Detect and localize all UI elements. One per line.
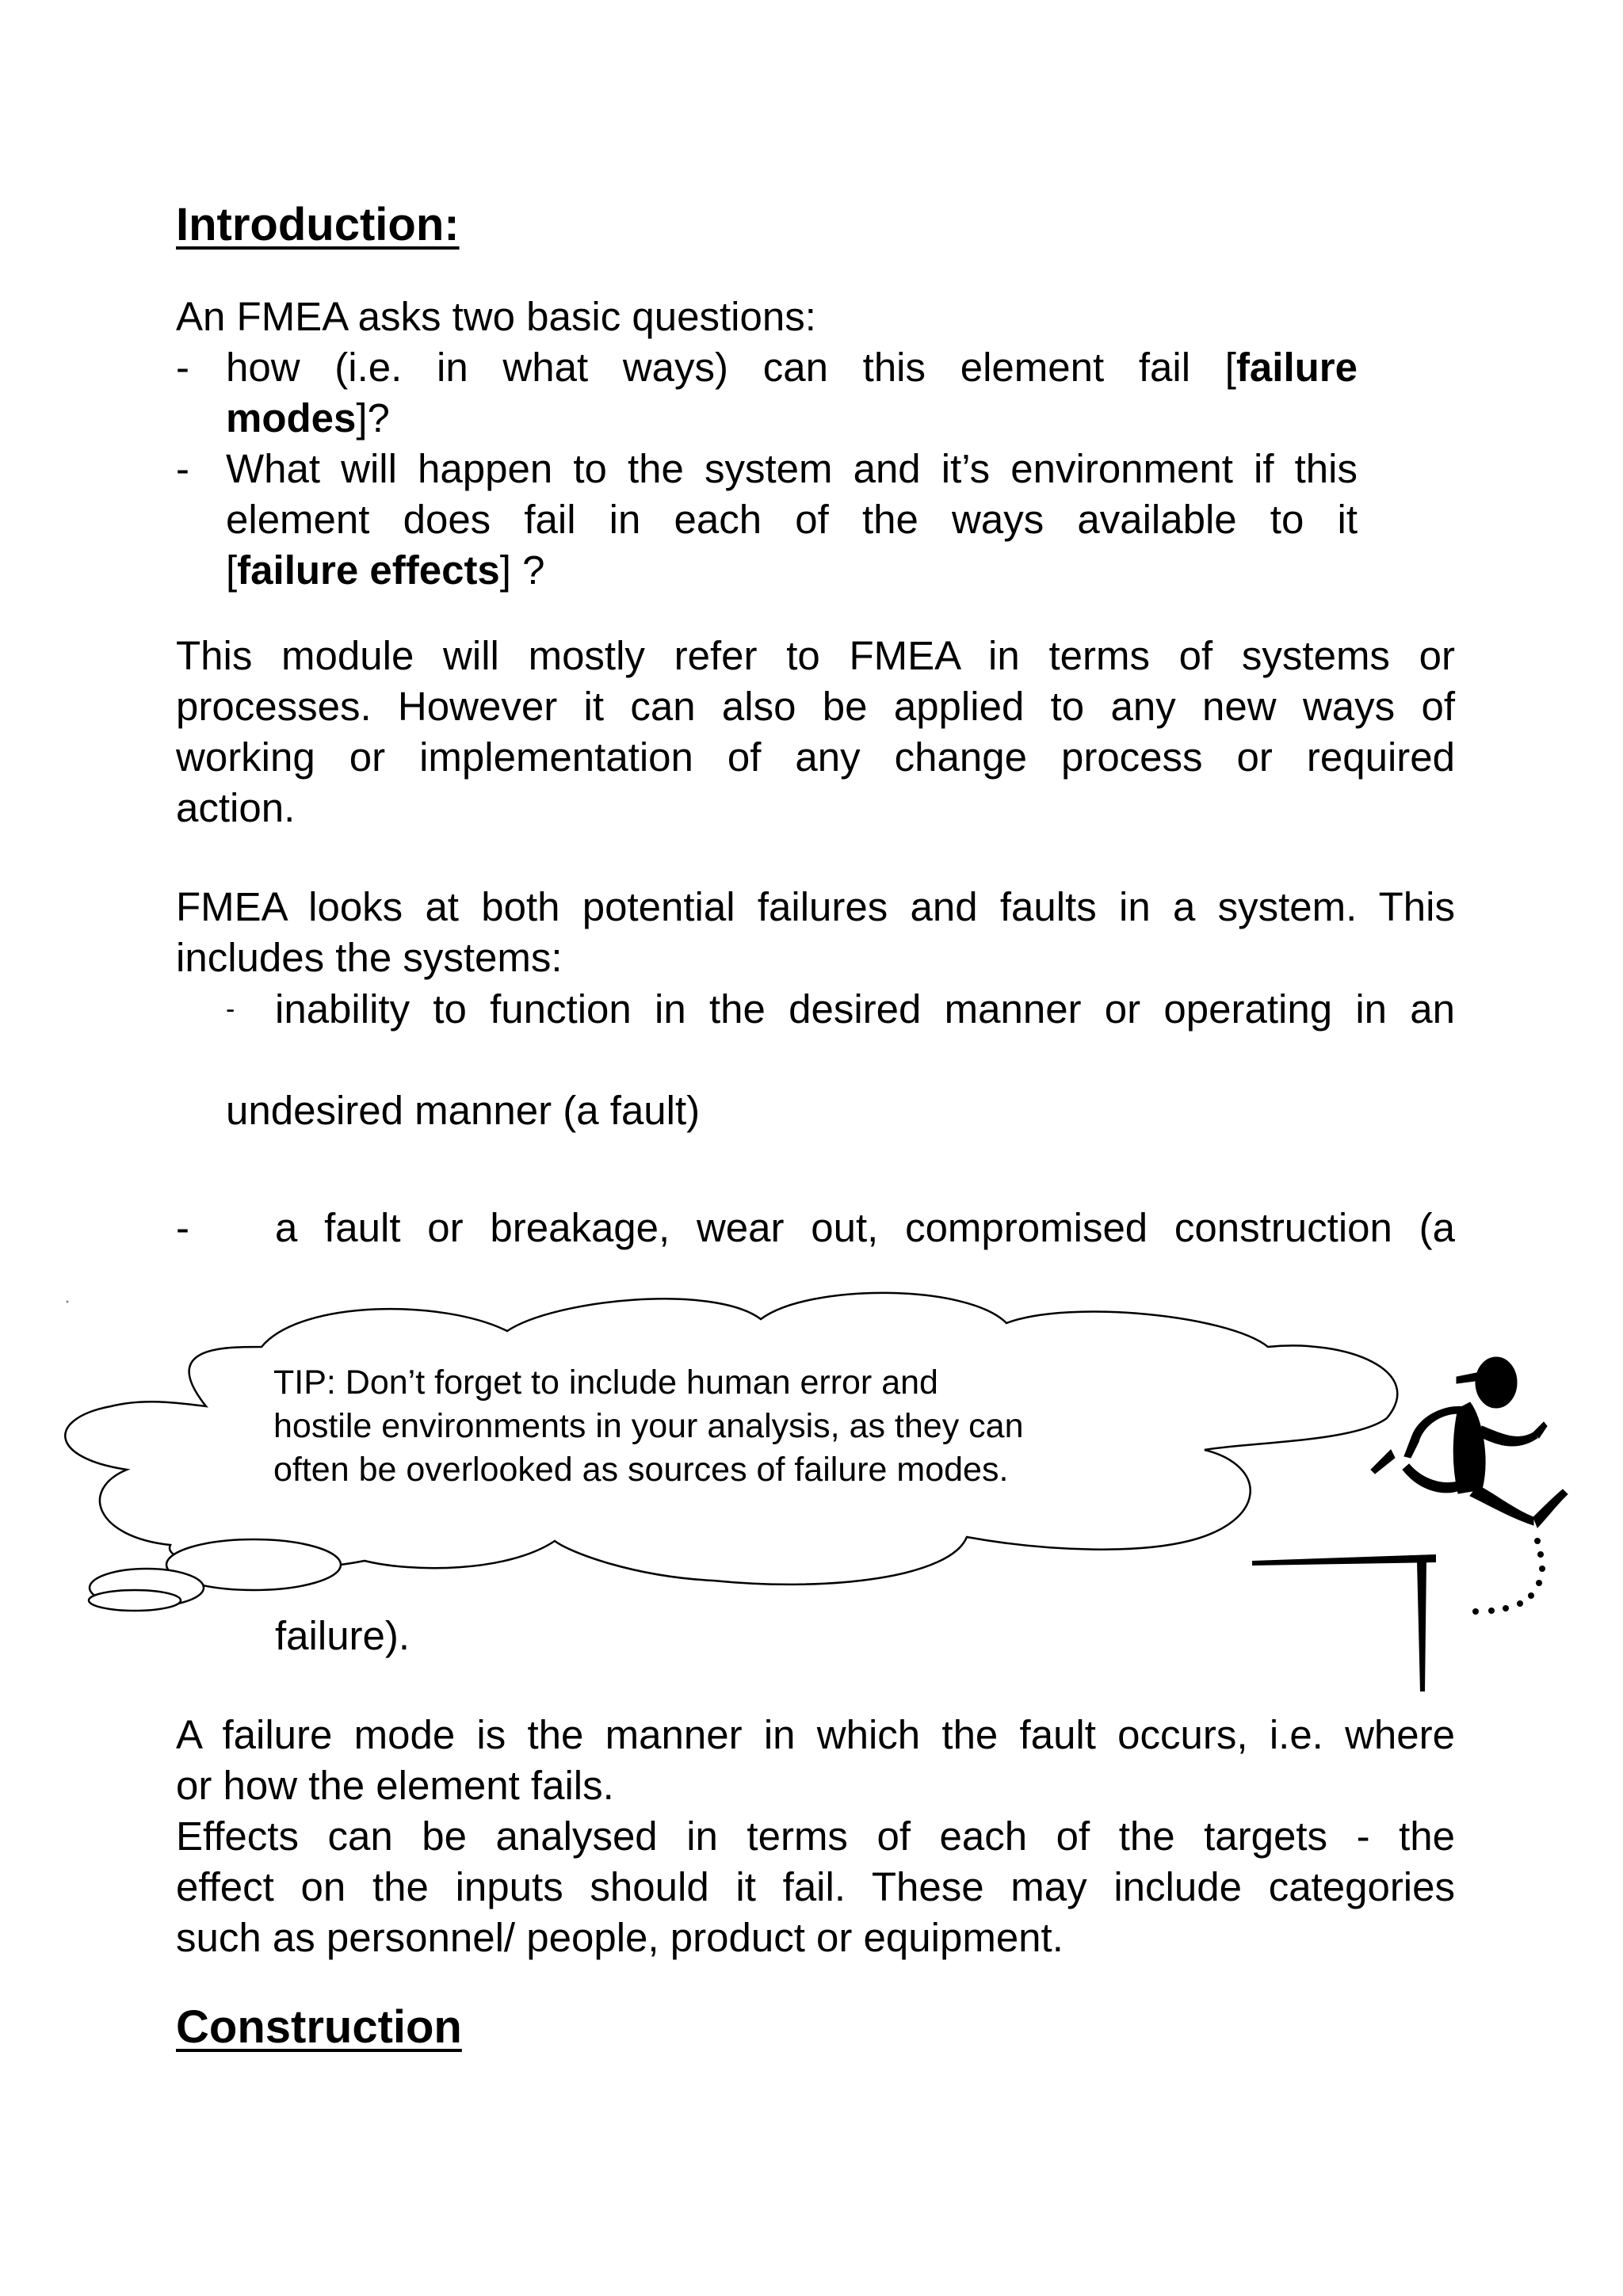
bullet-1-line-1: inability to function in the desired manner or operating in an <box>275 986 1455 1032</box>
hurdle-icon <box>1252 1554 1436 1691</box>
bullet-2-dash: - <box>176 1205 189 1250</box>
failure-mode-line-1: A failure mode is the manner in which the fault occurs, i.e. where <box>176 1712 1455 1757</box>
question-2-line-1: What will happen to the system and it’s environment if this <box>226 446 1358 491</box>
failure-mode-line-2: or how the element fails. <box>176 1763 614 1808</box>
running-figure-icon <box>1371 1357 1568 1527</box>
question-2-line-2: element does fail in each of the ways available to it <box>226 497 1358 542</box>
bullet-1-line-2: undesired manner (a fault) <box>226 1088 701 1133</box>
question-1-line-2: modes]? <box>226 395 390 441</box>
failure-mode-line-4: effect on the inputs should it fail. These may include categories <box>176 1864 1455 1909</box>
module-paragraph-line-4: action. <box>176 785 296 830</box>
construction-heading: Construction <box>176 2001 462 2053</box>
questions-lead: An FMEA asks two basic questions: <box>176 294 816 339</box>
bullet-2-line-2: failure). <box>275 1613 411 1658</box>
fmea-paragraph-line-1: FMEA looks at both potential failures and faults in a system. This <box>176 884 1455 929</box>
tip-line-3: often be overlooked as sources of failure modes. <box>273 1451 1009 1489</box>
bullet-2-line-1: a fault or breakage, wear out, compromised construction (a <box>275 1205 1455 1250</box>
fmea-paragraph-line-2: includes the systems: <box>176 935 563 980</box>
bullet-1-dash: - <box>226 994 235 1024</box>
tip-bubble-small <box>89 1590 181 1611</box>
module-paragraph-line-1: This module will mostly refer to FMEA in terms of systems or <box>176 633 1455 678</box>
failure-mode-line-5: such as personnel/ people, product or equipment. <box>176 1915 1064 1960</box>
question-2-line-3: [failure effects] ? <box>226 547 545 593</box>
question-1-line-1: how (i.e. in what ways) can this element fail [failure <box>226 345 1358 390</box>
module-paragraph-line-3: working or implementation of any change process or required <box>176 734 1455 780</box>
question-2-dash: - <box>176 446 189 491</box>
module-paragraph-line-2: processes. However it can also be applied to any new ways of <box>176 684 1455 729</box>
motion-trail-icon <box>1472 1538 1545 1615</box>
question-1-dash: - <box>176 345 189 390</box>
failure-mode-line-3: Effects can be analysed in terms of each of the targets - the <box>176 1814 1455 1859</box>
tip-line-1: TIP: Don’t forget to include human error and <box>273 1363 938 1402</box>
tip-line-2: hostile environments in your analysis, as they can <box>273 1407 1024 1445</box>
introduction-heading: Introduction: <box>176 199 460 250</box>
